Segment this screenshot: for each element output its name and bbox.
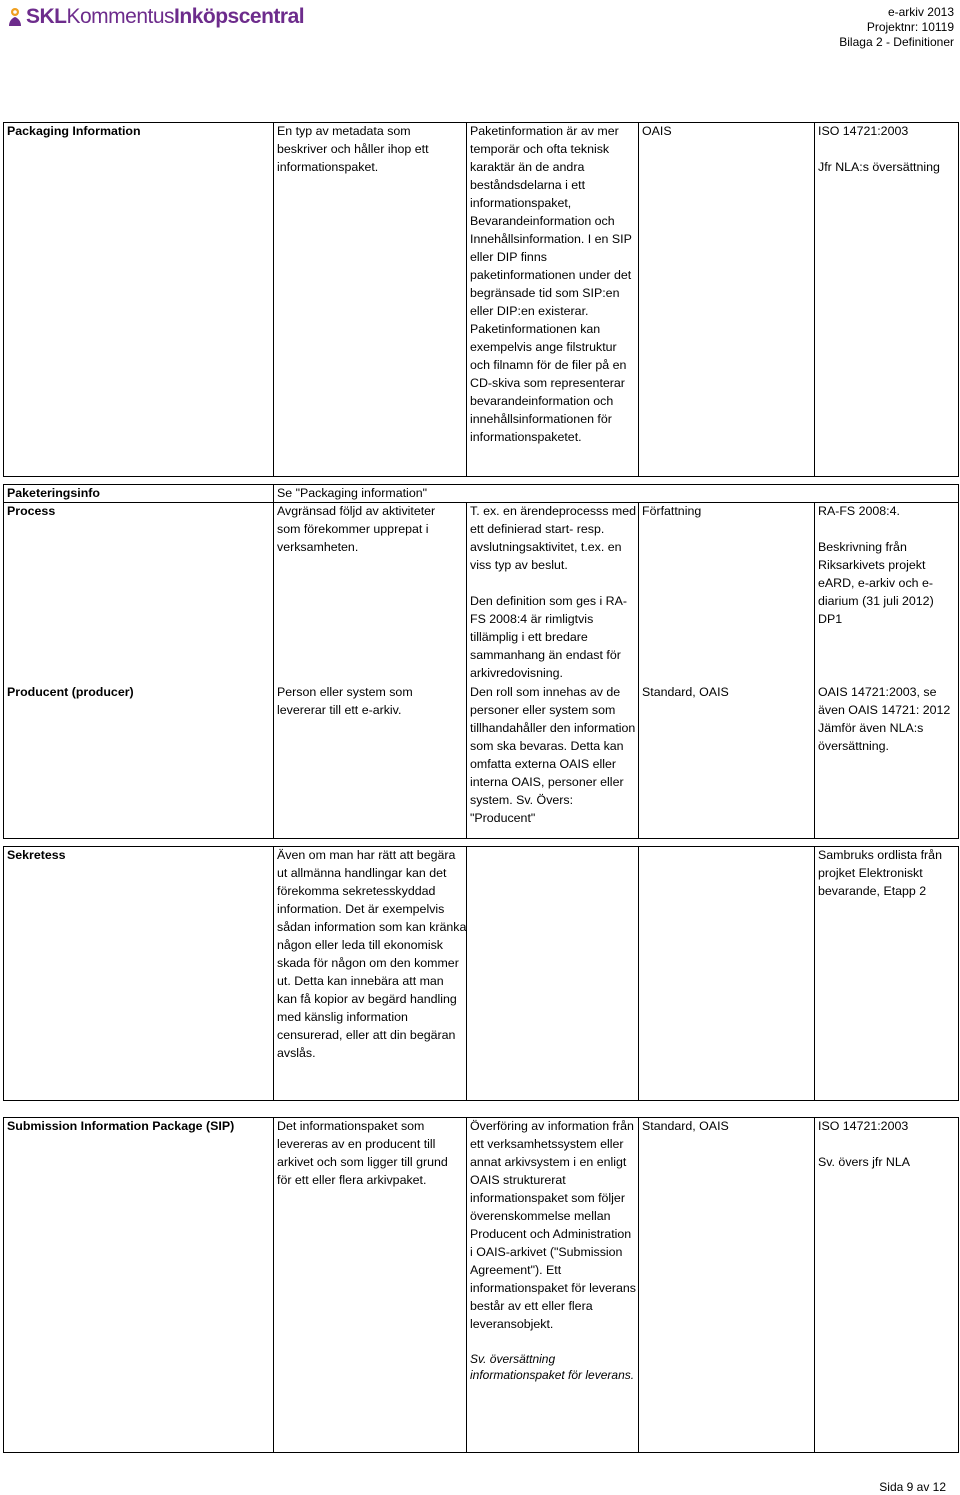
term-process: Process — [7, 504, 56, 518]
comment-sip — [470, 1117, 636, 1383]
comment-packaging-information: Paketinformation är av mer temporär och ofta teknisk karaktär än de andra beståndsdelarna i ett informationspaket, Bevarandeinformation och Innehållsinformation. I en SIP eller DIP finns paketinformationen under det begränsade tid som SIP:en eller DIP:en existerar. Paketinformationen kan exempelvis ange filstruktur och filnamn för de filer på en CD-skiva som representerar bevarandeinformation och innehållsinformationen för informationspaketet. — [470, 124, 632, 444]
term-sip: Submission Information Package (SIP) — [7, 1119, 235, 1133]
term-paketeringsinfo: Paketeringsinfo — [7, 486, 100, 500]
comment-sip-translation: Sv. översättning informationspaket för leverans. — [470, 1352, 635, 1382]
header-appendix-title: Bilaga 2 - Definitioner — [839, 35, 954, 49]
category-packaging-information: OAIS — [642, 124, 672, 138]
comment-producent: Den roll som innehas av de personer eller system som tillhandahåller den information som ska bevaras. Detta kan omfatta externa OAIS eller interna OAIS, personer eller system. Sv. Övers: "Producent" — [470, 685, 636, 825]
table-row-sekretess — [3, 846, 959, 1101]
source-sip-iso: ISO 14721:2003 — [818, 1119, 909, 1133]
source-sip — [818, 1117, 954, 1171]
definition-producent: Person eller system som levererar till ett e-arkiv. — [277, 685, 413, 717]
source-sip-nla: Sv. övers jfr NLA — [818, 1155, 911, 1169]
definition-paketeringsinfo: Se "Packaging information" — [277, 486, 427, 500]
definition-packaging-information: En typ av metadata som beskriver och håller ihop ett informationspaket. — [277, 124, 429, 174]
source-riksarkivet: Beskrivning från Riksarkivets projekt eARD, e-arkiv och e-diarium (31 juli 2012) DP1 — [818, 540, 934, 626]
source-iso: ISO 14721:2003 — [818, 124, 909, 138]
term-packaging-information: Packaging Information — [7, 124, 141, 138]
skl-logo — [6, 4, 304, 30]
category-sip: Standard, OAIS — [642, 1119, 729, 1133]
definition-process: Avgränsad följd av aktiviteter som förekommer upprepat i verksamheten. — [277, 504, 436, 554]
term-sekretess: Sekretess — [7, 848, 66, 862]
term-producent: Producent (producer) — [7, 685, 134, 699]
document-header-info — [839, 5, 954, 50]
source-nla: Jfr NLA:s översättning — [818, 160, 940, 174]
source-sekretess: Sambruks ordlista från projket Elektroniskt bevarande, Etapp 2 — [818, 848, 942, 898]
comment-process-part2: Den definition som ges i RA-FS 2008:4 är rimligtvis tillämplig i ett bredare sammanhang än endast för arkivredovisning. — [470, 594, 628, 680]
comment-process — [470, 502, 638, 682]
source-packaging-information — [818, 122, 954, 176]
header-project-number: Projektnr: 10119 — [866, 20, 954, 34]
logo-flower-icon — [6, 6, 24, 28]
comment-process-part1: T. ex. en ärendeprocesss med ett definierad start- resp. avslutningsaktivitet, t.ex. en viss typ av beslut. — [470, 504, 636, 572]
source-producent: OAIS 14721:2003, se även OAIS 14721: 2012 Jämför även NLA:s översättning. — [818, 685, 951, 753]
source-process — [818, 502, 954, 628]
definition-sekretess: Även om man har rätt att begära ut allmänna handlingar kan det förekomma sekretesskyddad information. Det är exempelvis sådan information som kan kränka någon eller leda till ekonomisk skada för någon om den kommer ut. Detta kan innebära att man kan få kopior av begärd handling med känslig information censurerad, eller att din begäran avslås. — [277, 848, 467, 1060]
page-number: Sida 9 av 12 — [879, 1480, 946, 1494]
definition-sip: Det informationspaket som levereras av en producent till arkivet och som ligger till grund för ett eller flera arkivpaket. — [277, 1119, 448, 1187]
logo-text: SKLKommentusInköpscentral — [26, 5, 305, 28]
header-project-name: e-arkiv 2013 — [887, 5, 954, 19]
source-rafs: RA-FS 2008:4. — [818, 504, 900, 518]
category-process: Författning — [642, 504, 702, 518]
category-producent: Standard, OAIS — [642, 685, 729, 699]
comment-sip-main: Överföring av information från ett verksamhetssystem eller annat arkivsystem i en enligt OAIS strukturerat informationspaket som följer överenskommelse mellan Producent och Administration i OAIS-arkivet ("Submission Agreement"). Ett informationspaket för leverans består av ett eller flera leveransobjekt. — [470, 1119, 636, 1331]
